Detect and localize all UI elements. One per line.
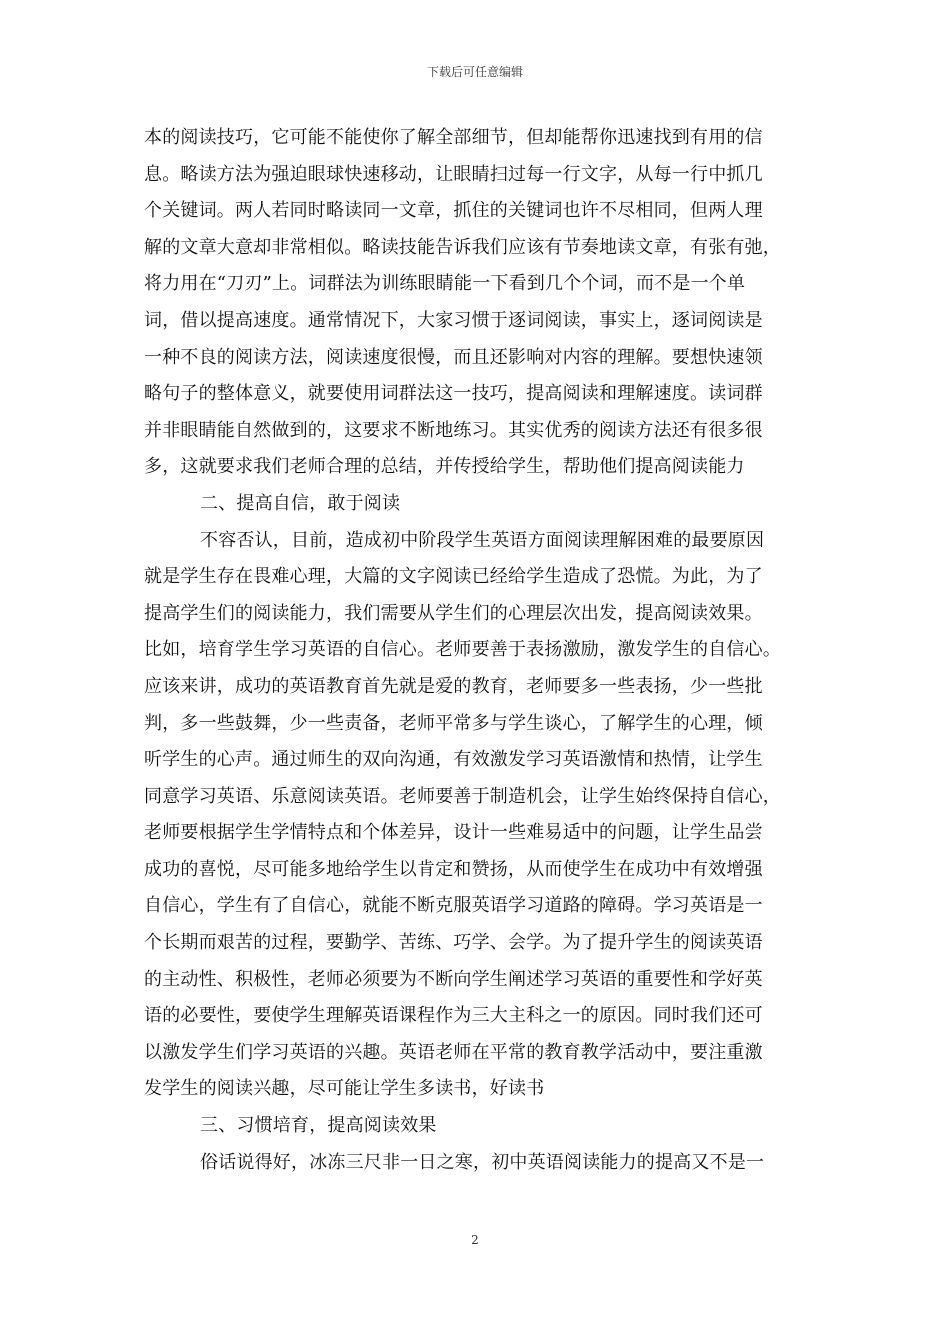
document-body [144,120,806,1181]
text-line: 息。略读方法为强迫眼球快速移动，让眼睛扫过每一行文字，从每一行中抓几 [144,163,763,185]
text-line: 以激发学生们学习英语的兴趣。英语老师在平常的教育教学活动中，要注重激 [144,1041,763,1063]
page-header: 下载后可任意编辑 [426,65,523,79]
text-line: 就是学生存在畏难心理，大篇的文字阅读已经给学生造成了恐慌。为此，为了 [144,566,763,588]
text-line: 词，借以提高速度。通常情况下，大家习惯于逐词阅读，事实上，逐词阅读是 [144,309,763,331]
paragraph-first-line: 二、提高自信，敢于阅读 [200,492,401,514]
paragraph-first-line: 三、习惯培育，提高阅读效果 [200,1115,437,1137]
text-line: 同意学习英语、乐意阅读英语。老师要善于制造机会，让学生始终保持自信心， [144,785,781,807]
text-line: 一种不良的阅读方法，阅读速度很慢，而且还影响对内容的理解。要想快速领 [144,346,763,368]
text-line: 听学生的心声。通过师生的双向沟通，有效激发学习英语激情和热情，让学生 [144,749,763,771]
text-line: 成功的喜悦，尽可能多地给学生以肯定和赞扬，从而使学生在成功中有效增强 [144,858,763,880]
text-line: 将力用在“刀刃”上。词群法为训练眼睛能一下看到几个个词，而不是一个单 [144,273,746,295]
text-line: 多，这就要求我们老师合理的总结，并传授给学生，帮助他们提高阅读能力 [144,456,745,478]
text-line: 发学生的阅读兴趣，尽可能让学生多读书，好读书 [144,1078,545,1100]
text-line: 的主动性、积极性，老师必须要为不断向学生阐述学习英语的重要性和学好英 [144,968,763,990]
text-line: 老师要根据学生学情特点和个体差异，设计一些难易适中的问题，让学生品尝 [144,822,763,844]
text-line: 个长期而艰苦的过程，要勤学、苦练、巧学、会学。为了提升学生的阅读英语 [144,932,763,954]
paragraph-first-line: 不容否认，目前，造成初中阶段学生英语方面阅读理解困难的最要原因 [200,529,765,551]
text-line: 判，多一些鼓舞，少一些责备，老师平常多与学生谈心，了解学生的心理，倾 [144,712,763,734]
text-line: 并非眼睛能自然做到的，这要求不断地练习。其实优秀的阅读方法还有很多很 [144,419,763,441]
text-line: 个关键词。两人若同时略读同一文章，抓住的关键词也许不尽相同，但两人理 [144,200,763,222]
text-line: 提高学生们的阅读能力，我们需要从学生们的心理层次出发，提高阅读效果。 [144,602,763,624]
text-line: 本的阅读技巧，它可能不能使你了解全部细节，但却能帮你迅速找到有用的信 [144,127,763,148]
text-line: 略句子的整体意义，就要使用词群法这一技巧，提高阅读和理解速度。读词群 [144,383,763,405]
paragraph-first-line: 俗话说得好，冰冻三尺非一日之寒，初中英语阅读能力的提高又不是一 [200,1151,765,1173]
text-line: 自信心，学生有了自信心，就能不断克服英语学习道路的障碍。学习英语是一 [144,895,763,917]
text-line: 语的必要性，要使学生理解英语课程作为三大主科之一的原因。同时我们还可 [144,1005,763,1027]
text-line: 解的文章大意却非常相似。略读技能告诉我们应该有节奏地读文章，有张有弛， [144,236,781,258]
text-line: 比如，培育学生学习英语的自信心。老师要善于表扬激励，激发学生的自信心。 [144,639,781,661]
text-line: 应该来讲，成功的英语教育首先就是爱的教育，老师要多一些表扬，少一些批 [144,675,763,697]
page-number: 2 [471,1233,479,1247]
